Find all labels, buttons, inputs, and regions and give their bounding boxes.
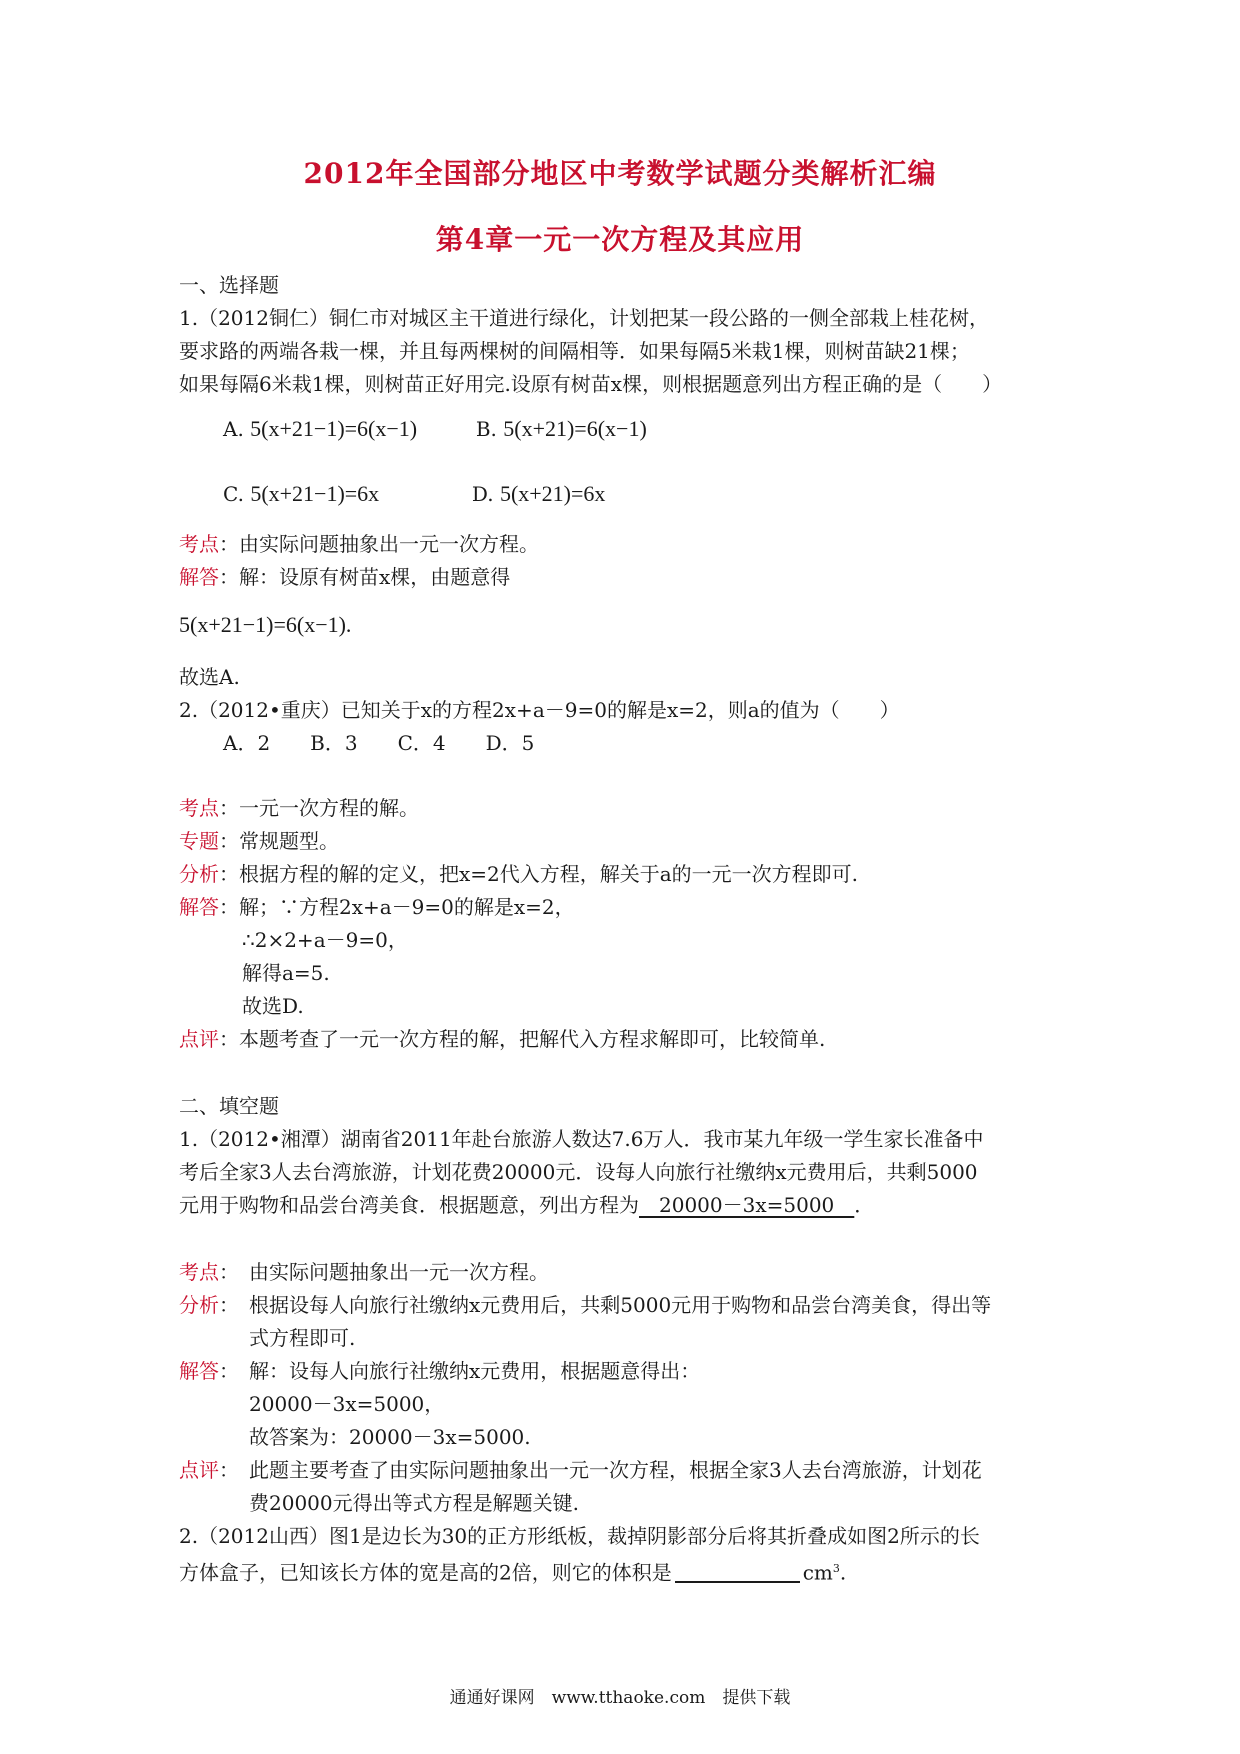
page-footer: 通通好课网 www.tthaoke.com 提供下载 (449, 1688, 791, 1708)
q2-step3: 故选D. (242, 994, 304, 1018)
fill-q1-answer: 20000－3x=5000 (639, 1193, 855, 1217)
dianping-text: ： 此题主要考查了由实际问题抽象出一元一次方程，根据全家3人去台湾旅游，计划花 (219, 1458, 982, 1482)
main-title: 2012年全国部分地区中考数学试题分类解析汇编 (303, 157, 937, 190)
q2-stem: 2.（2012•重庆）已知关于x的方程2x+a－9=0的解是x=2，则a的值为（ ） (179, 698, 900, 722)
q1-conclusion: 故选A. (179, 665, 240, 689)
answer-blank (675, 1561, 800, 1583)
zhuanti-label: 专题 (179, 829, 219, 853)
q2-step2: 解得a=5. (242, 961, 330, 985)
fill-q1-step1: 20000－3x=5000， (249, 1392, 445, 1416)
fenxi-text: ：根据方程的解的定义，把x=2代入方程，解关于a的一元一次方程即可. (219, 862, 859, 886)
fill-q1-fenxi (179, 1292, 991, 1318)
option-a-equation: 5(x+21−1)=6(x−1) (250, 416, 418, 441)
fenxi-label: 分析 (179, 862, 219, 886)
q2-options: A．2 B．3 C．4 D．5 (223, 731, 535, 755)
fill-q1-fenxi-cont: 式方程即可. (249, 1326, 356, 1350)
fill-q1-line3-text: 元用于购物和品尝台湾美食．根据题意，列出方程为 (179, 1193, 639, 1217)
q1-stem-line2: 要求路的两端各栽一棵，并且每两棵树的间隔相等．如果每隔5米栽1棵，则树苗缺21棵； (179, 339, 970, 363)
jieda-label: 解答 (179, 565, 219, 589)
q2-step1: ∴2×2+a－9=0， (242, 928, 408, 952)
fill-q1-dianping (179, 1457, 982, 1483)
fill-q2-line2-end: . (839, 1560, 847, 1585)
fill-q1-jieda (179, 1358, 700, 1384)
q2-zhuanti (179, 828, 339, 854)
option-a-label: A. (223, 417, 244, 441)
kaodian-text: ：由实际问题抽象出一元一次方程。 (219, 532, 539, 556)
q1-options-ab (223, 416, 647, 442)
fill-q2-line1: 2.（2012山西）图1是边长为30的正方形纸板，裁掉阴影部分后将其折叠成如图2所示的长 (179, 1524, 980, 1548)
q2-fenxi (179, 861, 858, 887)
q2-jieda (179, 894, 575, 920)
fill-q2-line2 (179, 1556, 846, 1586)
kaodian-text: ： 由实际问题抽象出一元一次方程。 (219, 1260, 549, 1284)
jieda-text: ：解；∵方程2x+a－9=0的解是x=2， (219, 895, 575, 919)
kaodian-label: 考点 (179, 1260, 219, 1284)
dianping-text: ：本题考查了一元一次方程的解，把解代入方程求解即可，比较简单. (219, 1027, 826, 1051)
option-b-equation: 5(x+21)=6(x−1) (503, 416, 647, 441)
zhuanti-text: ：常规题型。 (219, 829, 339, 853)
fill-q1-dianping-cont: 费20000元得出等式方程是解题关键. (249, 1491, 579, 1515)
fill-q1-line3 (179, 1192, 874, 1218)
q1-kaodian (179, 531, 539, 557)
option-c-equation: 5(x+21−1)=6x (250, 481, 380, 506)
q1-options-cd (223, 481, 605, 507)
section-heading-fill: 二、填空题 (179, 1094, 279, 1118)
fill-q1-step2: 故答案为：20000－3x=5000. (249, 1425, 531, 1449)
jieda-text: ： 解：设每人向旅行社缴纳x元费用，根据题意得出： (219, 1359, 701, 1383)
q1-jieda (179, 564, 510, 590)
option-b-label: B. (475, 417, 497, 441)
dianping-label: 点评 (179, 1027, 219, 1051)
kaodian-label: 考点 (179, 796, 219, 820)
unit-superscript: 3 (832, 1562, 840, 1575)
jieda-label: 解答 (179, 1359, 219, 1383)
q1-stem-line1: 1.（2012铜仁）铜仁市对城区主干道进行绿化，计划把某一段公路的一侧全部栽上桂花树， (179, 306, 989, 330)
q2-kaodian (179, 795, 419, 821)
option-c-label: C. (223, 482, 244, 506)
fill-q1-line2: 考后全家3人去台湾旅游，计划花费20000元．设每人向旅行社缴纳x元费用后，共剩5000 (179, 1160, 978, 1184)
dianping-label: 点评 (179, 1458, 219, 1482)
jieda-label: 解答 (179, 895, 219, 919)
fenxi-text: ： 根据设每人向旅行社缴纳x元费用后，共剩5000元用于购物和品尝台湾美食，得出等 (219, 1293, 992, 1317)
unit-cm: cm (802, 1560, 833, 1585)
chapter-title: 第4章一元一次方程及其应用 (435, 223, 805, 256)
q1-equation: 5(x+21−1)=6(x−1). (179, 612, 352, 637)
q1-stem-line3: 如果每隔6米栽1棵，则树苗正好用完.设原有树苗x棵，则根据题意列出方程正确的是（ ） (179, 372, 1003, 396)
fenxi-label: 分析 (179, 1293, 219, 1317)
section-heading-choice: 一、选择题 (179, 273, 279, 297)
q2-dianping (179, 1026, 825, 1052)
fill-q2-line2-text: 方体盒子，已知该长方体的宽是高的2倍，则它的体积是 (179, 1560, 672, 1585)
jieda-text: ：解：设原有树苗x棵，由题意得 (219, 565, 511, 589)
fill-q1-line1: 1.（2012•湘潭）湖南省2011年赴台旅游人数达7.6万人．我市某九年级一学生家长准备中 (179, 1127, 984, 1151)
option-d-equation: 5(x+21)=6x (499, 481, 606, 506)
fill-q1-line3-end: ． (854, 1193, 875, 1217)
option-d-label: D. (471, 482, 494, 506)
kaodian-text: ：一元一次方程的解。 (219, 796, 419, 820)
fill-q1-kaodian (179, 1259, 549, 1285)
kaodian-label: 考点 (179, 532, 219, 556)
